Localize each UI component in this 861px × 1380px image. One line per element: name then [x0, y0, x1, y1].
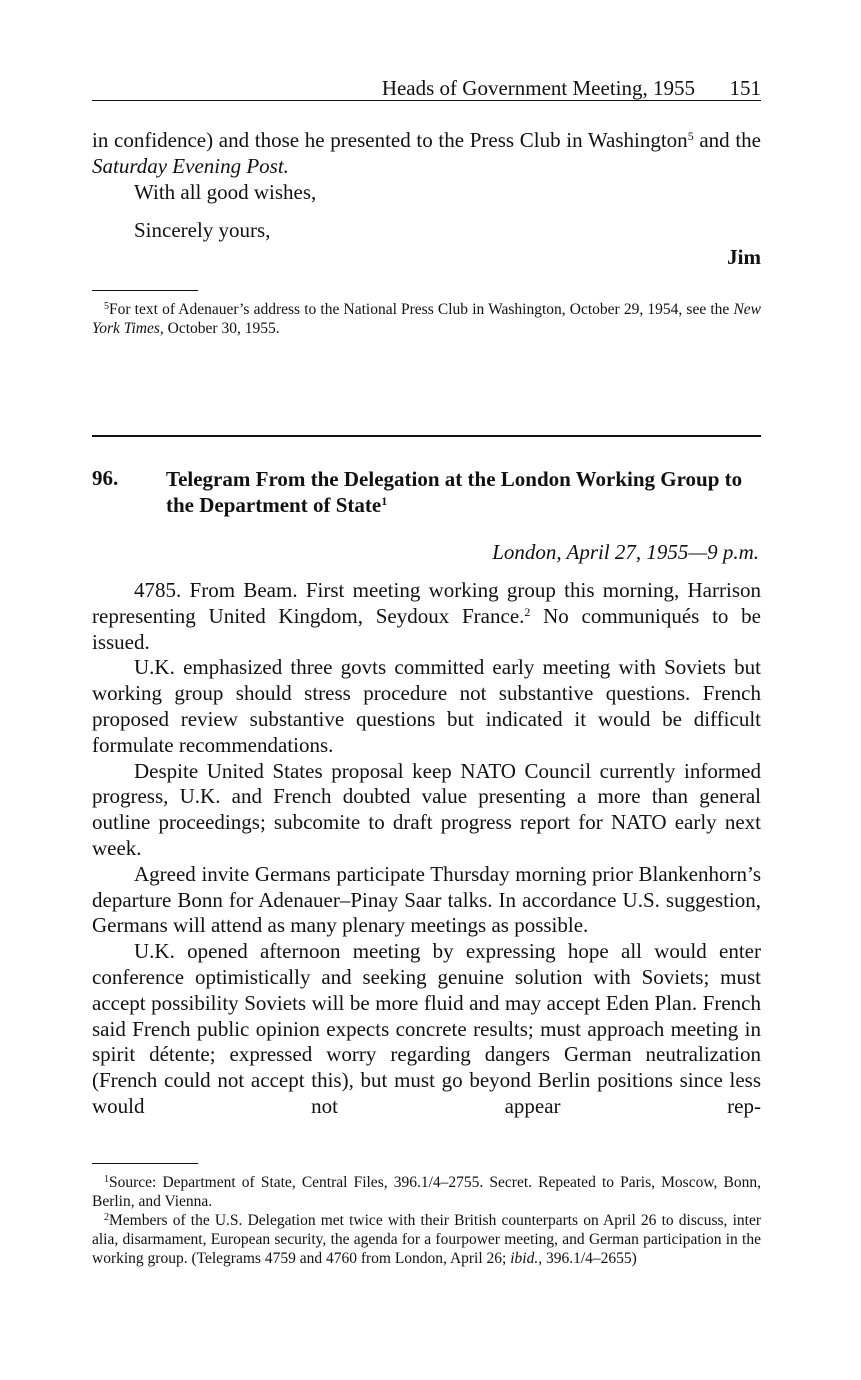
body-paragraph: [92, 578, 761, 655]
footnotes: [92, 1173, 761, 1268]
letter-continuation: [92, 128, 761, 205]
italic-ref: ibid.,: [510, 1250, 543, 1267]
body-paragraph: U.K. emphasized three govts committed early meeting with Soviets but working group should stress procedure not substantive questions. French proposed review substantive questions but indicated it would be difficult formulate recommendations.: [92, 655, 761, 757]
footnote-text: Members of the U.S. Delegation met twice with their British counterparts on April 26 to discuss, inter alia, disarmament, European security, the agenda for a fourpower meeting, and German participation in the working group. (Telegrams 4759 and 4760 from London, April 26;: [92, 1212, 761, 1267]
footnote-rule: [92, 290, 198, 291]
dateline: London, April 27, 1955—9 p.m.: [492, 540, 759, 564]
letter-signature: Jim: [727, 245, 761, 269]
section-divider: [92, 435, 761, 437]
letter-closing: Sincerely yours,: [134, 218, 271, 242]
footnote-marker: 1: [104, 1174, 109, 1185]
document-title: [166, 466, 761, 518]
footnote-ref: 1: [381, 494, 388, 508]
italic-title: Saturday Evening Post.: [92, 153, 289, 178]
running-header: [92, 76, 761, 101]
footnote-2: [92, 1211, 761, 1268]
page-number: 151: [729, 76, 761, 100]
paragraph-text: No communiqués to be issued.: [92, 603, 761, 654]
footnote-marker: 5: [104, 301, 109, 312]
body-paragraph: Despite United States proposal keep NATO Council currently informed progress, U.K. and French doubted value presenting a more than general outline proceedings; subcomite to draft progress report for NATO early next week.: [92, 758, 761, 860]
footnote-text: Source: Department of State, Central Files, 396.1/4–2755. Secret. Repeated to Paris, Moscow, Bonn, Berlin, and Vienna.: [92, 1174, 761, 1210]
body-paragraph: Agreed invite Germans participate Thursday morning prior Blankenhorn’s departure Bonn for Adenauer–Pinay Saar talks. In accordance U.S. suggestion, Germans will attend as many plenary meetings as possible.: [92, 861, 761, 938]
document-number: 96.: [92, 466, 119, 490]
italic-title: New York Times,: [92, 301, 761, 337]
footnote-text: 396.1/4–2655): [542, 1250, 637, 1267]
body-paragraph: U.K. opened afternoon meeting by expressing hope all would enter conference optimistically and seeking genuine solution with Soviets; must accept possibility Soviets will be more fluid and may accept Eden Plan. French said French public opinion expects concrete results; must approach meeting in spirit détente; expressed worry regarding dangers German neutralization (French could not accept this), but must go beyond Berlin positions since less would not appear rep-: [92, 939, 761, 1118]
footnote-5: [92, 300, 761, 338]
letter-text: in confidence) and those he presented to the Press Club in Washington: [92, 128, 688, 152]
letter-paragraph: [92, 128, 761, 180]
footnote-marker: 2: [104, 1212, 109, 1223]
document-title-text: Telegram From the Delegation at the London Working Group to the Department of State: [166, 467, 743, 517]
telegram-body: [92, 578, 761, 1120]
footnote-text: October 30, 1955.: [163, 320, 280, 337]
footnote-ref: 2: [524, 604, 531, 619]
footnote-1: [92, 1173, 761, 1211]
footnote-text: For text of Adenauer’s address to the National Press Club in Washington, October 29, 1954, see the: [109, 301, 734, 318]
running-header-title: Heads of Government Meeting, 1955: [381, 76, 695, 100]
letter-greeting: With all good wishes,: [134, 179, 317, 204]
footnote-ref: 5: [687, 129, 694, 143]
letter-text: and the: [693, 128, 762, 152]
paragraph-text: 4785. From Beam. First meeting working group this morning, Harrison representing United Kingdom, Seydoux France.: [92, 578, 761, 628]
footnote-rule: [92, 1163, 198, 1164]
